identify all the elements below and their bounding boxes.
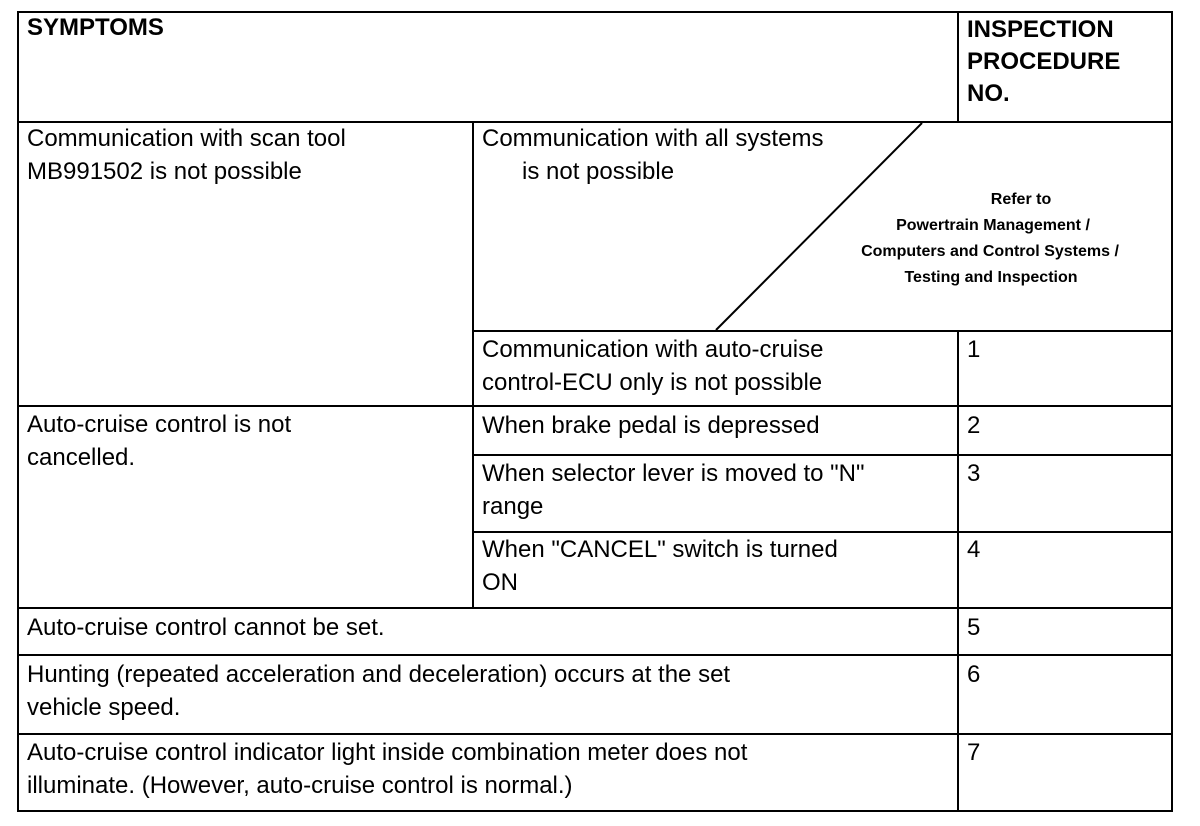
symptom-cannot-be-set: Auto-cruise control cannot be set. [27, 614, 385, 641]
symptom-not-cancelled: Auto-cruise control is not cancelled. [27, 411, 292, 471]
procedure-number: 1 [967, 336, 981, 363]
condition-all-systems: Communication with all systems is not possible [482, 125, 824, 185]
procedure-number: 2 [967, 412, 981, 439]
condition-brake-pedal: When brake pedal is depressed [482, 412, 820, 439]
procedure-number: 3 [967, 460, 981, 487]
procedure-number: 4 [967, 536, 981, 563]
symptom-scan-tool: Communication with scan tool MB991502 is not possible [27, 125, 346, 185]
procedure-number: 5 [967, 614, 981, 641]
procedure-number: 7 [967, 739, 981, 766]
header-symptoms: SYMPTOMS [27, 14, 164, 41]
symptom-indicator-light: Auto-cruise control indicator light inside combination meter does not illuminate. (However, auto-cruise control is normal.) [27, 739, 748, 799]
symptom-hunting: Hunting (repeated acceleration and deceleration) occurs at the set vehicle speed. [27, 661, 731, 721]
reference-note: Refer to Powertrain Management / Computers and Control Systems / Testing and Inspection [861, 191, 1119, 286]
condition-cancel-switch: When "CANCEL" switch is turned ON [482, 536, 838, 596]
condition-ecu-only: Communication with auto-cruise control-ECU only is not possible [482, 336, 824, 396]
header-inspection-procedure: INSPECTION PROCEDURE NO. [967, 16, 1121, 107]
condition-selector-lever: When selector lever is moved to "N" range [482, 460, 865, 520]
procedure-number: 6 [967, 661, 981, 688]
